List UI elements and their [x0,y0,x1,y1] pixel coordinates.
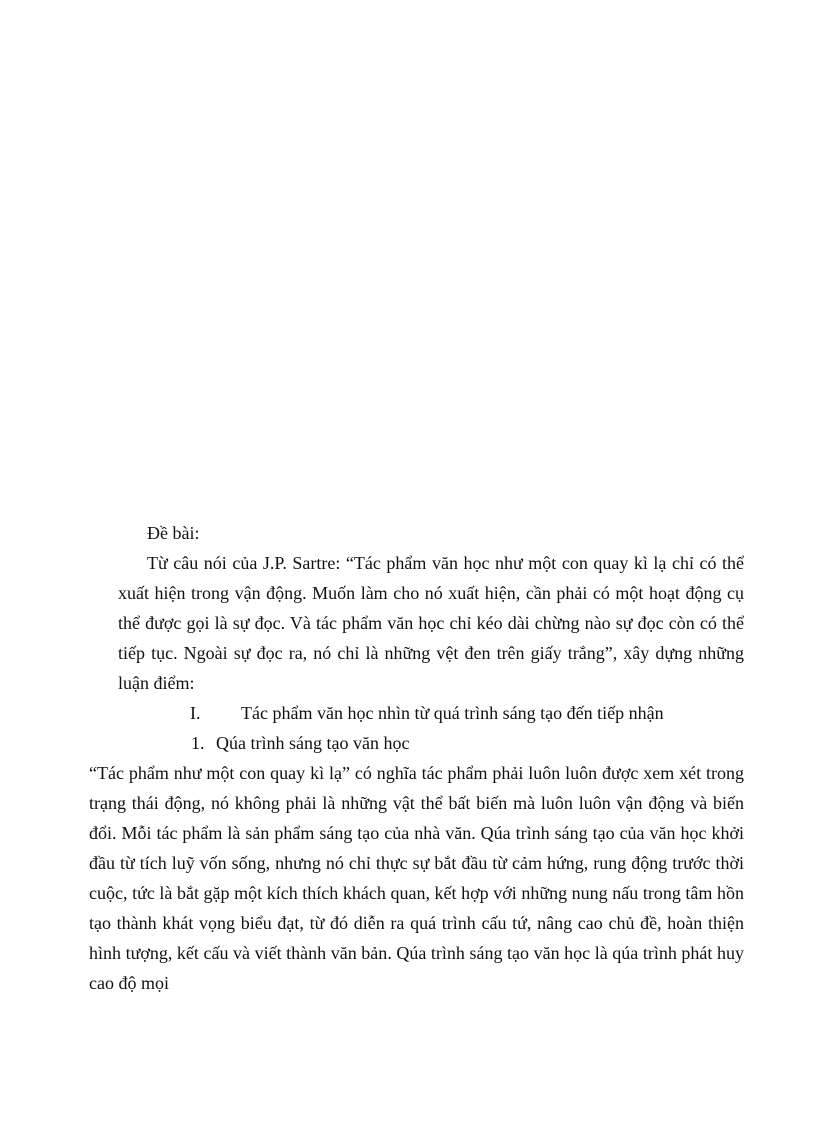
document-content [89,518,744,998]
subsection-number: 1. [191,733,205,753]
subsection-title: Qúa trình sáng tạo văn học [216,733,410,753]
section-title: Tác phẩm văn học nhìn từ quá trình sáng tạo đến tiếp nhận [241,703,664,723]
assignment-label: Đề bài: [147,523,200,543]
section-number: I. [190,703,201,723]
subsection-heading [118,728,744,758]
body-paragraph: “Tác phẩm như một con quay kì lạ” có nghĩa tác phẩm phải luôn luôn được xem xét trong trạng thái động, nó không phải là những vật thể bất biến mà luôn luôn vận động và biến đổi. Mỗi tác phẩm là sản phẩm sáng tạo của nhà văn. Qúa trình sáng tạo của văn học khởi đầu từ tích luỹ vốn sống, nhưng nó chỉ thực sự bắt đầu từ cảm hứng, rung động trước thời cuộc, tức là bắt gặp một kích thích khách quan, kết hợp với những nung nấu trong tâm hồn tạo thành khát vọng biểu đạt, từ đó diễn ra quá trình cấu tứ, nâng cao chủ đề, hoàn thiện hình tượng, kết cấu và viết thành văn bản. Qúa trình sáng tạo văn học là qúa trình phát huy cao độ mọi [89,763,744,993]
section-heading [118,698,744,728]
assignment-prompt: Từ câu nói của J.P. Sartre: “Tác phẩm văn học như một con quay kì lạ chỉ có thể xuất hiện trong vận động. Muốn làm cho nó xuất hiện, cần phải có một hoạt động cụ thể được gọi là sự đọc. Và tác phẩm văn học chỉ kéo dài chừng nào sự đọc còn có thể tiếp tục. Ngoài sự đọc ra, nó chỉ là những vệt đen trên giấy trắng”, xây dựng những luận điểm: [118,553,744,693]
